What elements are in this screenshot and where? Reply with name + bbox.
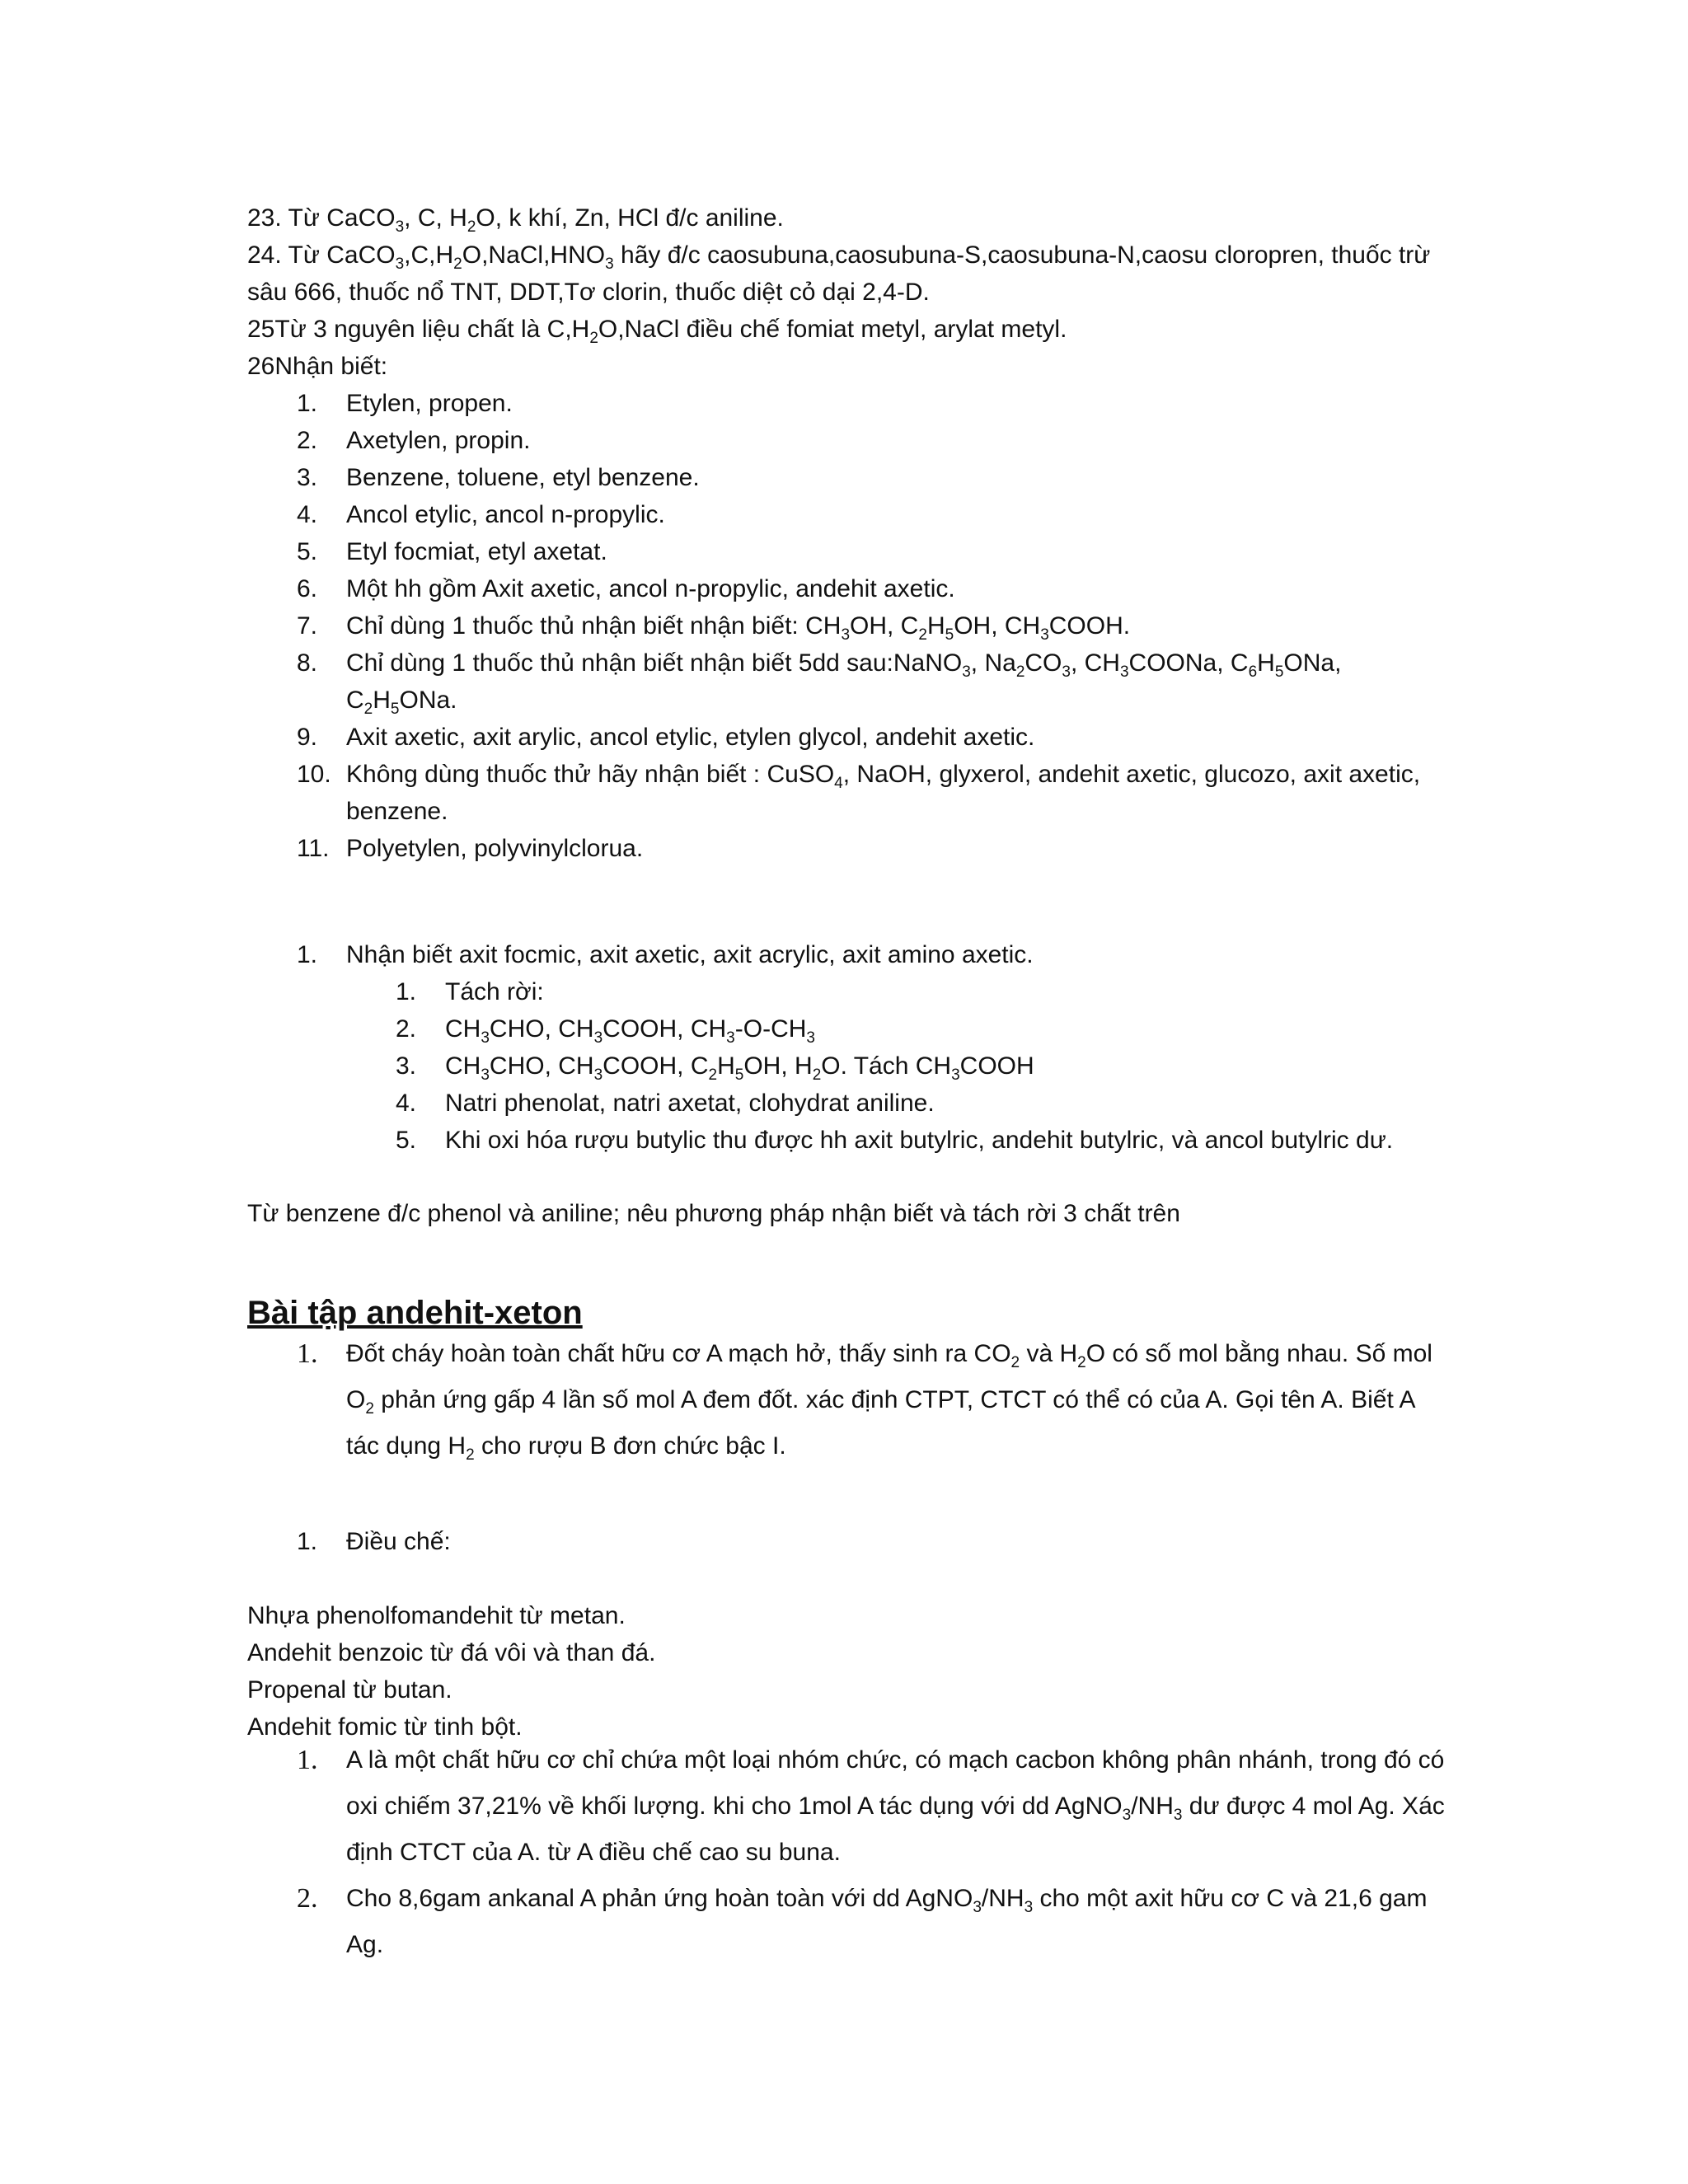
- list-item: 11. Polyetylen, polyvinylclorua.: [297, 835, 644, 862]
- preparation-block: [247, 1523, 1451, 1560]
- question-item: 1. A là một chất hữu cơ chỉ chứa một loại nhóm chức, có mạch cacbon không phân nhánh, trong đó có oxi chiếm 37,21% về khối lượng. khi cho 1mol A tác dụng với dd $AgNO_3/NH_3$ dư được 4 mol Ag. Xác định CTCT của A. từ A điều chế cao su buna.: [297, 1745, 1445, 1866]
- list-item: 1. Nhận biết axit focmic, axit axetic, axit acrylic, axit amino axetic.: [297, 941, 1034, 968]
- list-item: 8. Chỉ dùng 1 thuốc thủ nhận biết nhận biết 5dd sau:NaNO$_3$, $Na_2CO_3$, $CH_3COONa$, $C_6H_5ONa$, $C_2H_5ONa$.: [297, 649, 1342, 718]
- preparation-target: Andehit benzoic từ đá vôi và than đá.: [247, 1639, 656, 1666]
- section-heading: Bài tập andehit-xeton: [247, 1295, 583, 1331]
- question-2-block: [247, 1737, 1451, 1968]
- benzene-block: [247, 1195, 1451, 1232]
- list-item: 1. Điều chế:: [297, 1528, 451, 1555]
- question-item: 2. Cho 8,6gam ankanal A phản ứng hoàn toàn với dd $AgNO_3/NH_3$ cho một axit hữu cơ C và 21,6 gam Ag.: [297, 1883, 1428, 1958]
- question-item: 1. Đốt cháy hoàn toàn chất hữu cơ A mạch hở, thấy sinh ra $CO_2$ và $H_2O$ có số mol bằng nhau. Số mol $O_2$ phản ứng gấp 4 lần số mol A đem đốt. xác định CTPT, CTCT có thể có của A. Gọi tên A. Biết A tác dụng $H_2$ cho rượu B đơn chức bậc I.: [297, 1338, 1432, 1464]
- intro-block: [247, 199, 1451, 867]
- list-item: 1. Etylen, propen.: [297, 390, 513, 417]
- list-item: 2. Axetylen, propin.: [297, 427, 531, 454]
- exercise-24-line2: sâu 666, thuốc nổ TNT, DDT,Tơ clorin, thuốc diệt cỏ dại 2,4-D.: [247, 279, 930, 306]
- list-item: 10. Không dùng thuốc thử hãy nhận biết : CuSO$_4$, NaOH, glyxerol, andehit axetic, glucozo, axit axetic, benzene.: [297, 761, 1421, 825]
- recognition-list: [247, 385, 1451, 867]
- list-item: 7. Chỉ dùng 1 thuốc thủ nhận biết nhận biết: $CH_3OH$, $C_2H_5OH$, $CH_3COOH$.: [297, 612, 1131, 644]
- question-1-block: [247, 1331, 1451, 1469]
- list-item: 4. Ancol etylic, ancol n-propylic.: [297, 501, 665, 528]
- sub-list-item: 3. $CH_3CHO$, $CH_3COOH$, $C_2H_5OH$, $H_2O$. Tách $CH_3COOH$: [396, 1052, 1034, 1084]
- preparation-target: Andehit fomic từ tinh bột.: [247, 1713, 523, 1741]
- exercise-24-line1: 24. Từ $CaCO_3,C,H_2O,NaCl,HNO_3$ hãy đ/c caosubuna,caosubuna-S,caosubuna-N,caosu cloropren, thuốc trừ: [247, 241, 1431, 273]
- section-heading-block: [247, 1292, 1451, 1333]
- exercise-23: 23. Từ CaCO$_3$, C, $H_2O$, k khí, Zn, HCl đ/c aniline.: [247, 204, 784, 236]
- separation-block: [247, 936, 1451, 1159]
- exercise-26-title: 26Nhận biết:: [247, 353, 388, 380]
- exercise-25: 25Từ 3 nguyên liệu chất là $C,H_2O,NaCl$ điều chế fomiat metyl, arylat metyl.: [247, 316, 1067, 347]
- list-item: 6. Một hh gồm Axit axetic, ancol n-propylic, andehit axetic.: [297, 575, 955, 602]
- list-item: 9. Axit axetic, axit arylic, ancol etylic, etylen glycol, andehit axetic.: [297, 724, 1035, 751]
- sub-list-item: 2. $CH_3CHO$, $CH_3COOH$, $CH_3-O-CH_3$: [396, 1015, 815, 1047]
- benzene-exercise: Từ benzene đ/c phenol và aniline; nêu phương pháp nhận biết và tách rời 3 chất trên: [247, 1200, 1180, 1227]
- preparation-target: Nhựa phenolfomandehit từ metan.: [247, 1602, 626, 1629]
- preparation-targets: [247, 1597, 1451, 1746]
- list-item: 3. Benzene, toluene, etyl benzene.: [297, 464, 700, 491]
- list-item: 5. Etyl focmiat, etyl axetat.: [297, 538, 607, 565]
- sub-list-item: 4. Natri phenolat, natri axetat, clohydrat aniline.: [396, 1090, 935, 1117]
- sub-list-item: 5. Khi oxi hóa rượu butylic thu được hh axit butylric, andehit butylric, và ancol butylric dư.: [396, 1127, 1394, 1154]
- preparation-target: Propenal từ butan.: [247, 1676, 452, 1704]
- sub-list-item: 1. Tách rời:: [396, 978, 544, 1005]
